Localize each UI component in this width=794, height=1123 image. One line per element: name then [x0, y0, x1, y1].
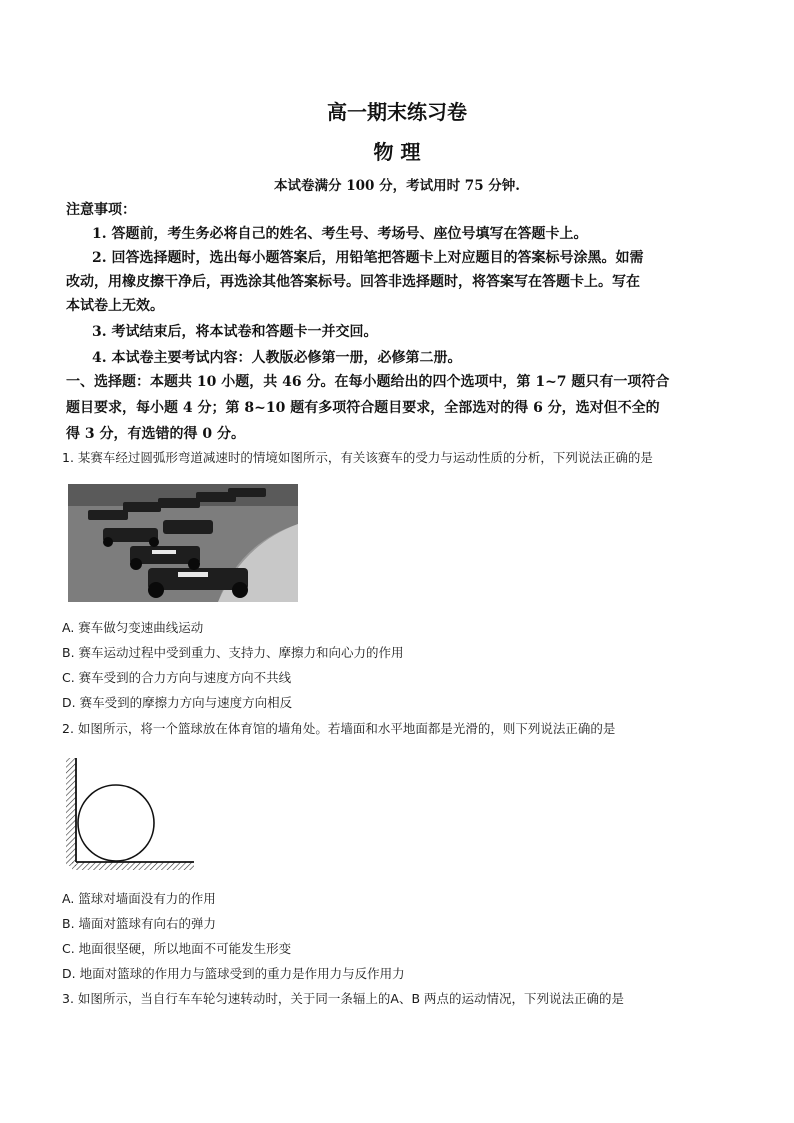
- question-1-option-d: D. 赛车受到的摩擦力方向与速度方向相反: [62, 695, 293, 710]
- notice-item-1: 1. 答题前，考生务必将自己的姓名、考生号、考场号、座位号填写在答题卡上。: [92, 226, 588, 242]
- question-1-stem: 1. 某赛车经过圆弧形弯道减速时的情境如图所示，有关该赛车的受力与运动性质的分析，下列说法正确的是: [62, 450, 653, 465]
- question-2-option-d: D. 地面对篮球的作用力与篮球受到的重力是作用力与反作用力: [62, 966, 405, 981]
- exam-title: 高一期末练习卷: [327, 100, 467, 124]
- race-car-photo: [68, 484, 298, 602]
- exam-meta: 本试卷满分 100 分，考试用时 75 分钟.: [274, 178, 520, 194]
- wall-hatching: [66, 758, 76, 866]
- section-1-line-2: 题目要求，每小题 4 分；第 8~10 题有多项符合题目要求，全部选对的得 6 分，选对但不全的: [66, 400, 660, 416]
- question-2-option-c: C. 地面很坚硬，所以地面不可能发生形变: [62, 941, 292, 956]
- basketball-circle: [78, 785, 154, 861]
- basketball-corner-diagram: [62, 754, 202, 874]
- question-3-stem: 3. 如图所示，当自行车车轮匀速转动时，关于同一条辐上的A、B 两点的运动情况，下列说法正确的是: [62, 991, 625, 1006]
- notice-heading: 注意事项：: [66, 202, 136, 218]
- notice-item-2-line-2: 改动，用橡皮擦干净后，再选涂其他答案标号。回答非选择题时，将答案写在答题卡上。写在: [66, 274, 640, 290]
- notice-item-4: 4. 本试卷主要考试内容：人教版必修第一册，必修第二册。: [92, 350, 462, 366]
- question-1-option-c: C. 赛车受到的合力方向与速度方向不共线: [62, 670, 292, 685]
- subject-title: 物 理: [373, 140, 421, 164]
- question-2-option-a: A. 篮球对墙面没有力的作用: [62, 891, 216, 906]
- notice-item-2-line-1: 2. 回答选择题时，选出每小题答案后，用铅笔把答题卡上对应题目的答案标号涂黑。如需: [92, 250, 644, 266]
- notice-item-3: 3. 考试结束后，将本试卷和答题卡一并交回。: [92, 324, 378, 340]
- question-1-option-b: B. 赛车运动过程中受到重力、支持力、摩擦力和向心力的作用: [62, 645, 404, 660]
- question-2-stem: 2. 如图所示，将一个篮球放在体育馆的墙角处。若墙面和水平地面都是光滑的，则下列说法正确的是: [62, 721, 616, 736]
- question-2-option-b: B. 墙面对篮球有向右的弹力: [62, 916, 217, 931]
- question-1-option-a: A. 赛车做匀变速曲线运动: [62, 620, 204, 635]
- notice-item-2-line-3: 本试卷上无效。: [66, 298, 164, 314]
- floor-hatching: [72, 862, 194, 870]
- section-1-line-1: 一、选择题：本题共 10 小题，共 46 分。在每小题给出的四个选项中，第 1~7 题只有一项符合: [66, 374, 670, 390]
- section-1-line-3: 得 3 分，有选错的得 0 分。: [66, 426, 245, 442]
